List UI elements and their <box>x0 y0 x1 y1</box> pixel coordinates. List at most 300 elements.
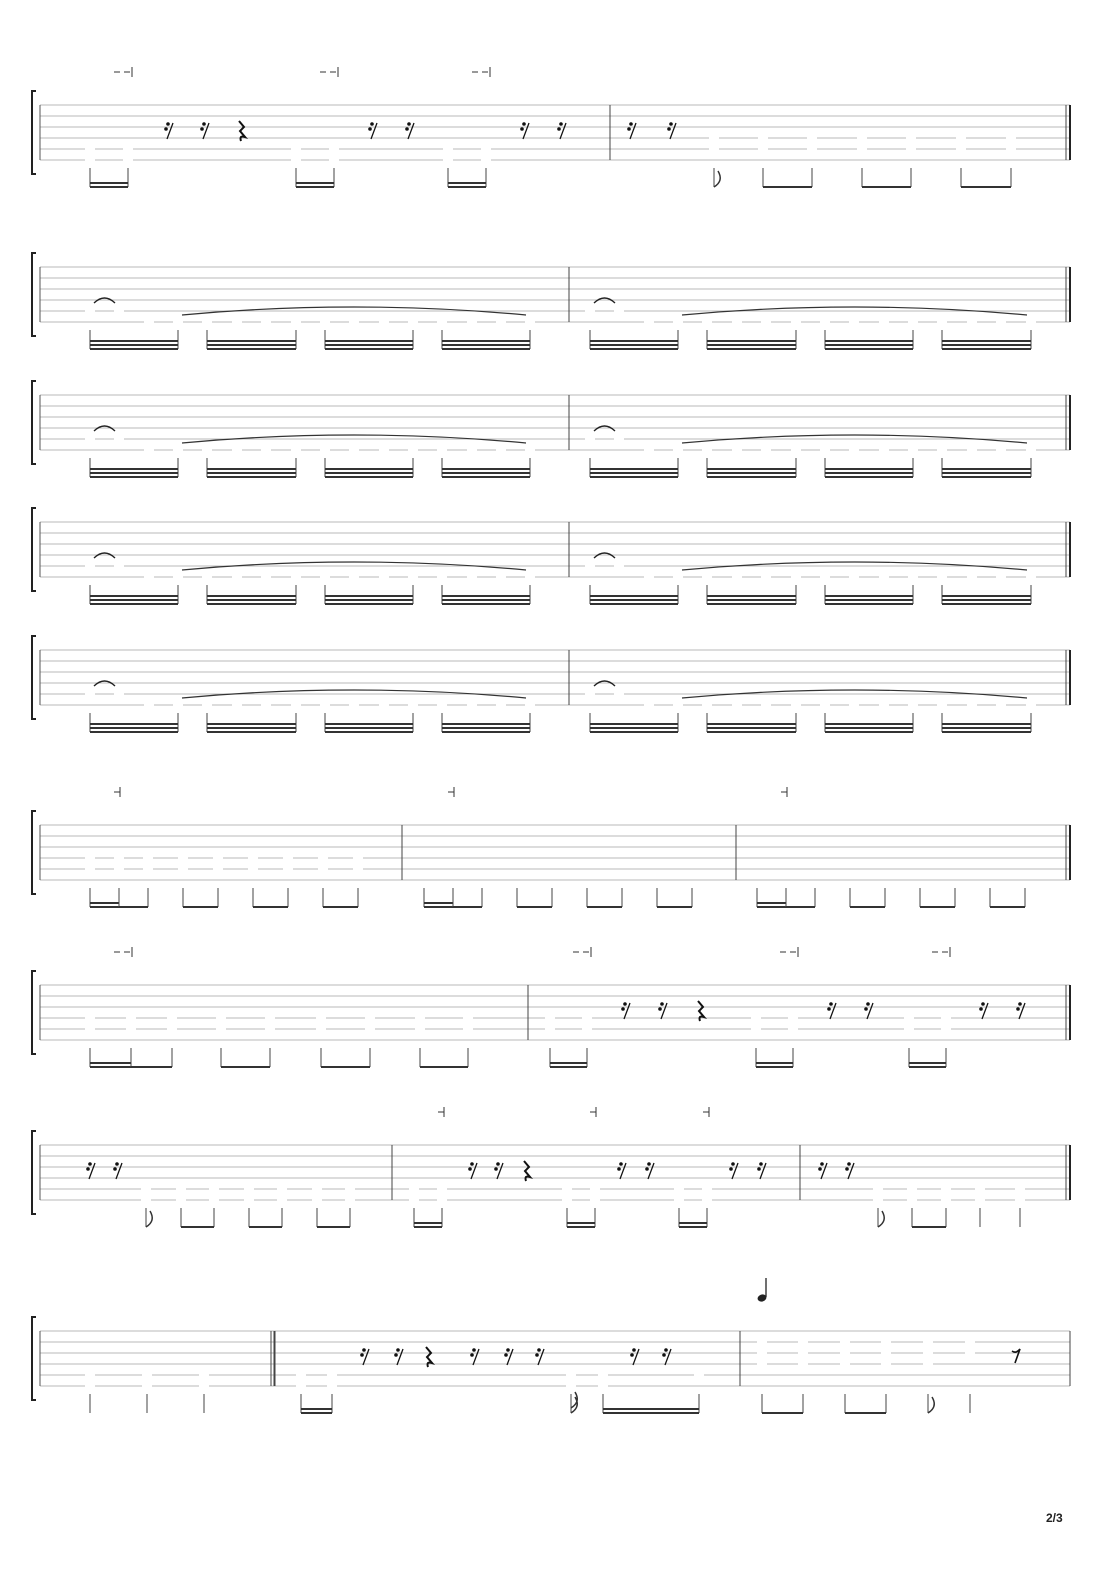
system-bracket <box>32 381 36 464</box>
sixteenth-rest-dot <box>394 1353 398 1357</box>
fret-bg <box>467 316 477 327</box>
fret-bg <box>820 699 830 710</box>
fret-bg <box>496 699 506 710</box>
fret-bg <box>941 1023 951 1034</box>
fret-bg <box>791 316 801 327</box>
sixteenth-rest-dot <box>396 1348 400 1352</box>
sixteenth-rest-dot <box>472 1348 476 1352</box>
fret-bg <box>123 154 133 165</box>
system-bracket <box>32 1131 36 1214</box>
fret-bg <box>141 1194 151 1205</box>
sixteenth-rest-dot <box>979 1007 983 1011</box>
fret-bg <box>525 444 535 455</box>
sixteenth-rest-dot <box>847 1162 851 1166</box>
fret-bg <box>408 699 418 710</box>
fret-bg <box>644 316 654 327</box>
sixteenth-rest-dot <box>630 1353 634 1357</box>
fret-bg <box>849 316 859 327</box>
fret-bg <box>318 852 328 863</box>
sixteenth-rest-dot <box>115 1162 119 1166</box>
fret-bg <box>757 1347 767 1358</box>
fret-bg <box>751 1012 761 1023</box>
fret-bg <box>761 571 771 582</box>
fret-bg <box>85 1023 95 1034</box>
fret-bg <box>849 699 859 710</box>
fret-bg <box>291 571 301 582</box>
fret-bg <box>199 1380 209 1391</box>
fret-bg <box>291 444 301 455</box>
fret-bg <box>320 316 330 327</box>
fret-bg <box>644 699 654 710</box>
fret-bg <box>173 699 183 710</box>
fret-bg <box>879 444 889 455</box>
sixteenth-rest-dot <box>370 122 374 126</box>
fret-bg <box>840 1347 850 1358</box>
fret-bg <box>937 316 947 327</box>
fret-bg <box>213 852 223 863</box>
fret-bg <box>702 1194 712 1205</box>
fret-bg <box>566 1369 576 1380</box>
sixteenth-rest-dot <box>405 127 409 131</box>
fret-bg <box>248 863 258 874</box>
fret-bg <box>327 1369 337 1380</box>
fret-bg <box>614 560 624 571</box>
fret-bg <box>216 1012 226 1023</box>
fret-bg <box>415 1023 425 1034</box>
tie <box>594 298 615 303</box>
fret-bg <box>709 132 719 143</box>
fret-bg <box>908 316 918 327</box>
fret-bg <box>791 571 801 582</box>
sixteenth-rest-dot <box>113 1167 117 1171</box>
fret-bg <box>732 316 742 327</box>
sixteenth-rest-dot <box>660 1002 664 1006</box>
fret-bg <box>614 305 624 316</box>
fret-bg <box>173 316 183 327</box>
fret-bg <box>820 316 830 327</box>
sixteenth-rest-dot <box>669 122 673 126</box>
fret-bg <box>379 444 389 455</box>
fret-bg <box>232 316 242 327</box>
fret-bg <box>965 1347 975 1358</box>
page-number: 2/3 <box>1046 1511 1063 1525</box>
fret-bg <box>873 1194 883 1205</box>
fret-bg <box>178 852 188 863</box>
fret-bg <box>85 433 95 444</box>
fret-bg <box>562 1194 572 1205</box>
fret-bg <box>702 571 712 582</box>
fret-bg <box>820 444 830 455</box>
fret-bg <box>261 699 271 710</box>
fret-bg <box>849 571 859 582</box>
fret-bg <box>85 1369 95 1380</box>
tie <box>94 298 115 303</box>
sixteenth-rest-dot <box>88 1162 92 1166</box>
sixteenth-rest-dot <box>557 127 561 131</box>
fret-bg <box>415 1012 425 1023</box>
fret-bg <box>316 1012 326 1023</box>
fret-bg <box>1026 316 1036 327</box>
fret-bg <box>345 1183 355 1194</box>
fret-bg <box>585 688 595 699</box>
fret-bg <box>1015 1183 1025 1194</box>
fret-bg <box>365 1012 375 1023</box>
fret-bg <box>941 1194 951 1205</box>
fret-bg <box>345 1194 355 1205</box>
fret-bg <box>85 305 95 316</box>
note-flag <box>878 1211 884 1227</box>
fret-bg <box>85 688 95 699</box>
sixteenth-rest-dot <box>647 1162 651 1166</box>
fret-bg <box>349 699 359 710</box>
fret-bg <box>496 571 506 582</box>
sixteenth-rest-dot <box>845 1167 849 1171</box>
fret-bg <box>496 316 506 327</box>
fret-bg <box>320 444 330 455</box>
fret-bg <box>467 571 477 582</box>
fret-bg <box>176 1194 186 1205</box>
fret-bg <box>379 316 389 327</box>
fret-bg <box>202 316 212 327</box>
fret-bg <box>408 444 418 455</box>
fret-bg <box>614 433 624 444</box>
fret-bg <box>329 143 339 154</box>
fret-bg <box>996 571 1006 582</box>
fret-bg <box>585 433 595 444</box>
tie <box>94 426 115 431</box>
fret-bg <box>798 1336 808 1347</box>
tie <box>94 681 115 686</box>
fret-bg <box>798 1358 808 1369</box>
tie <box>594 681 615 686</box>
fret-bg <box>261 316 271 327</box>
fret-bg <box>545 1023 555 1034</box>
sixteenth-rest-dot <box>757 1167 761 1171</box>
fret-bg <box>437 1183 447 1194</box>
fret-bg <box>598 1369 608 1380</box>
fret-bg <box>709 143 719 154</box>
fret-bg <box>349 444 359 455</box>
fret-bg <box>879 571 889 582</box>
fret-bg <box>881 1347 891 1358</box>
tie <box>594 426 615 431</box>
fret-bg <box>248 852 258 863</box>
sixteenth-rest-dot <box>494 1167 498 1171</box>
sixteenth-rest-dot <box>520 127 524 131</box>
system-bracket <box>32 811 36 894</box>
sixteenth-rest-dot <box>1016 1007 1020 1011</box>
fret-bg <box>173 444 183 455</box>
fret-bg <box>996 444 1006 455</box>
fret-bg <box>937 571 947 582</box>
sixteenth-rest-dot <box>468 1167 472 1171</box>
sixteenth-rest-dot <box>617 1167 621 1171</box>
sixteenth-rest-dot <box>522 122 526 126</box>
fret-bg <box>907 1194 917 1205</box>
fret-bg <box>283 852 293 863</box>
fret-bg <box>353 852 363 863</box>
fret-bg <box>202 571 212 582</box>
fret-bg <box>144 699 154 710</box>
fret-bg <box>1006 143 1016 154</box>
sixteenth-rest-dot <box>829 1002 833 1006</box>
fret-bg <box>296 1380 306 1391</box>
fret-bg <box>673 316 683 327</box>
fret-bg <box>1006 132 1016 143</box>
fret-bg <box>673 444 683 455</box>
fret-bg <box>365 1023 375 1034</box>
fret-bg <box>176 1183 186 1194</box>
fret-bg <box>291 699 301 710</box>
fret-bg <box>904 1012 914 1023</box>
fret-bg <box>143 852 153 863</box>
eighth-rest <box>1012 1349 1020 1363</box>
sixteenth-rest-dot <box>827 1007 831 1011</box>
fret-bg <box>209 1194 219 1205</box>
fret-bg <box>758 143 768 154</box>
fret-bg <box>143 863 153 874</box>
sixteenth-rest-dot <box>535 1353 539 1357</box>
tie <box>94 553 115 558</box>
fret-bg <box>144 316 154 327</box>
fret-bg <box>702 699 712 710</box>
fret-bg <box>349 316 359 327</box>
fret-bg <box>85 143 95 154</box>
fret-bg <box>840 1358 850 1369</box>
fret-bg <box>114 433 124 444</box>
fret-bg <box>409 1194 419 1205</box>
fret-bg <box>937 444 947 455</box>
fret-bg <box>144 571 154 582</box>
fret-bg <box>437 1194 447 1205</box>
fret-bg <box>975 1183 985 1194</box>
fret-bg <box>907 1183 917 1194</box>
fret-bg <box>967 316 977 327</box>
fret-bg <box>598 1380 608 1391</box>
sixteenth-rest-dot <box>537 1348 541 1352</box>
fret-bg <box>967 444 977 455</box>
fret-bg <box>614 688 624 699</box>
fret-bg <box>277 1194 287 1205</box>
sixteenth-rest-dot <box>627 127 631 131</box>
fret-bg <box>674 1194 684 1205</box>
fret-bg <box>791 444 801 455</box>
fret-bg <box>1015 1194 1025 1205</box>
sixteenth-rest-dot <box>166 122 170 126</box>
fret-bg <box>467 699 477 710</box>
system-bracket <box>32 253 36 336</box>
fret-bg <box>265 1012 275 1023</box>
fret-bg <box>965 1336 975 1347</box>
fret-bg <box>467 444 477 455</box>
fret-bg <box>296 1369 306 1380</box>
fret-bg <box>751 1023 761 1034</box>
fret-bg <box>379 699 389 710</box>
system-bracket <box>32 1317 36 1400</box>
fret-bg <box>437 444 447 455</box>
sixteenth-rest-dot <box>1018 1002 1022 1006</box>
sixteenth-rest-dot <box>164 127 168 131</box>
sixteenth-rest-dot <box>407 122 411 126</box>
note-flag <box>146 1211 152 1227</box>
fret-bg <box>941 1183 951 1194</box>
system-bracket <box>32 91 36 174</box>
fret-bg <box>409 1183 419 1194</box>
fret-bg <box>443 154 453 165</box>
fret-bg <box>144 444 154 455</box>
fret-bg <box>318 863 328 874</box>
fret-bg <box>261 571 271 582</box>
fret-bg <box>908 699 918 710</box>
fret-bg <box>85 1380 95 1391</box>
sixteenth-rest-dot <box>667 127 671 131</box>
sixteenth-rest-dot <box>864 1007 868 1011</box>
fret-bg <box>840 1336 850 1347</box>
fret-bg <box>857 143 867 154</box>
fret-bg <box>590 1194 600 1205</box>
fret-bg <box>265 1023 275 1034</box>
fret-bg <box>126 1023 136 1034</box>
fret-bg <box>562 1183 572 1194</box>
fret-bg <box>327 1380 337 1391</box>
system-bracket <box>32 508 36 591</box>
fret-bg <box>114 863 124 874</box>
fret-bg <box>202 444 212 455</box>
sixteenth-rest-dot <box>820 1162 824 1166</box>
note-flag <box>928 1397 934 1413</box>
fret-bg <box>732 571 742 582</box>
fret-bg <box>353 863 363 874</box>
fret-bg <box>956 143 966 154</box>
fret-bg <box>881 1358 891 1369</box>
fret-bg <box>283 863 293 874</box>
sixteenth-rest-dot <box>362 1348 366 1352</box>
fret-bg <box>937 699 947 710</box>
fret-bg <box>167 1012 177 1023</box>
fret-bg <box>761 444 771 455</box>
sixteenth-rest-dot <box>619 1162 623 1166</box>
fret-bg <box>178 863 188 874</box>
fret-bg <box>807 143 817 154</box>
fret-bg <box>761 316 771 327</box>
fret-bg <box>232 699 242 710</box>
fret-bg <box>463 1023 473 1034</box>
fret-bg <box>408 571 418 582</box>
fret-bg <box>114 305 124 316</box>
system-bracket <box>32 971 36 1054</box>
sixteenth-rest-dot <box>470 1353 474 1357</box>
fret-bg <box>908 571 918 582</box>
fret-bg <box>232 571 242 582</box>
fret-bg <box>291 154 301 165</box>
fret-bg <box>213 863 223 874</box>
fret-bg <box>975 1194 985 1205</box>
sixteenth-rest-dot <box>200 127 204 131</box>
fret-bg <box>798 1347 808 1358</box>
fret-bg <box>732 699 742 710</box>
sixteenth-rest-dot <box>645 1167 649 1171</box>
fret-bg <box>644 444 654 455</box>
sixteenth-rest-dot <box>759 1162 763 1166</box>
fret-bg <box>923 1358 933 1369</box>
fret-bg <box>349 571 359 582</box>
fret-bg <box>123 143 133 154</box>
fret-bg <box>202 699 212 710</box>
fret-bg <box>126 1012 136 1023</box>
fret-bg <box>566 1380 576 1391</box>
sixteenth-rest-dot <box>496 1162 500 1166</box>
sixteenth-rest-dot <box>731 1162 735 1166</box>
fret-bg <box>849 444 859 455</box>
fret-bg <box>379 571 389 582</box>
fret-bg <box>209 1183 219 1194</box>
sixteenth-rest-dot <box>818 1167 822 1171</box>
fret-bg <box>437 699 447 710</box>
fret-bg <box>437 316 447 327</box>
fret-bg <box>996 699 1006 710</box>
sixteenth-rest-dot <box>368 127 372 131</box>
fret-bg <box>761 699 771 710</box>
fret-bg <box>244 1183 254 1194</box>
sixteenth-rest-dot <box>360 1353 364 1357</box>
fret-bg <box>906 143 916 154</box>
fret-bg <box>908 444 918 455</box>
fret-bg <box>791 699 801 710</box>
fret-bg <box>85 1012 95 1023</box>
fret-bg <box>996 316 1006 327</box>
fret-bg <box>807 132 817 143</box>
fret-bg <box>732 444 742 455</box>
fret-bg <box>923 1347 933 1358</box>
fret-bg <box>525 316 535 327</box>
fret-bg <box>525 699 535 710</box>
fret-bg <box>85 852 95 863</box>
fret-bg <box>496 444 506 455</box>
tie <box>594 553 615 558</box>
fret-bg <box>312 1183 322 1194</box>
sixteenth-rest-dot <box>662 1353 666 1357</box>
fret-bg <box>85 863 95 874</box>
fret-bg <box>590 1183 600 1194</box>
fret-bg <box>857 132 867 143</box>
fret-bg <box>881 1336 891 1347</box>
sixteenth-rest-dot <box>621 1007 625 1011</box>
sixteenth-rest-dot <box>981 1002 985 1006</box>
fret-bg <box>291 316 301 327</box>
fret-bg <box>956 132 966 143</box>
fret-bg <box>525 571 535 582</box>
fret-bg <box>673 699 683 710</box>
fret-bg <box>142 1380 152 1391</box>
fret-bg <box>408 316 418 327</box>
fret-bg <box>463 1012 473 1023</box>
fret-bg <box>141 1183 151 1194</box>
sixteenth-rest-dot <box>504 1353 508 1357</box>
fret-bg <box>277 1183 287 1194</box>
fret-bg <box>216 1023 226 1034</box>
fret-bg <box>232 444 242 455</box>
fret-bg <box>906 132 916 143</box>
fret-bg <box>173 571 183 582</box>
fret-bg <box>788 1012 798 1023</box>
fret-bg <box>312 1194 322 1205</box>
fret-bg <box>758 132 768 143</box>
fret-bg <box>757 1336 767 1347</box>
fret-bg <box>1026 571 1036 582</box>
fret-bg <box>167 1023 177 1034</box>
fret-bg <box>291 143 301 154</box>
fret-bg <box>316 1023 326 1034</box>
